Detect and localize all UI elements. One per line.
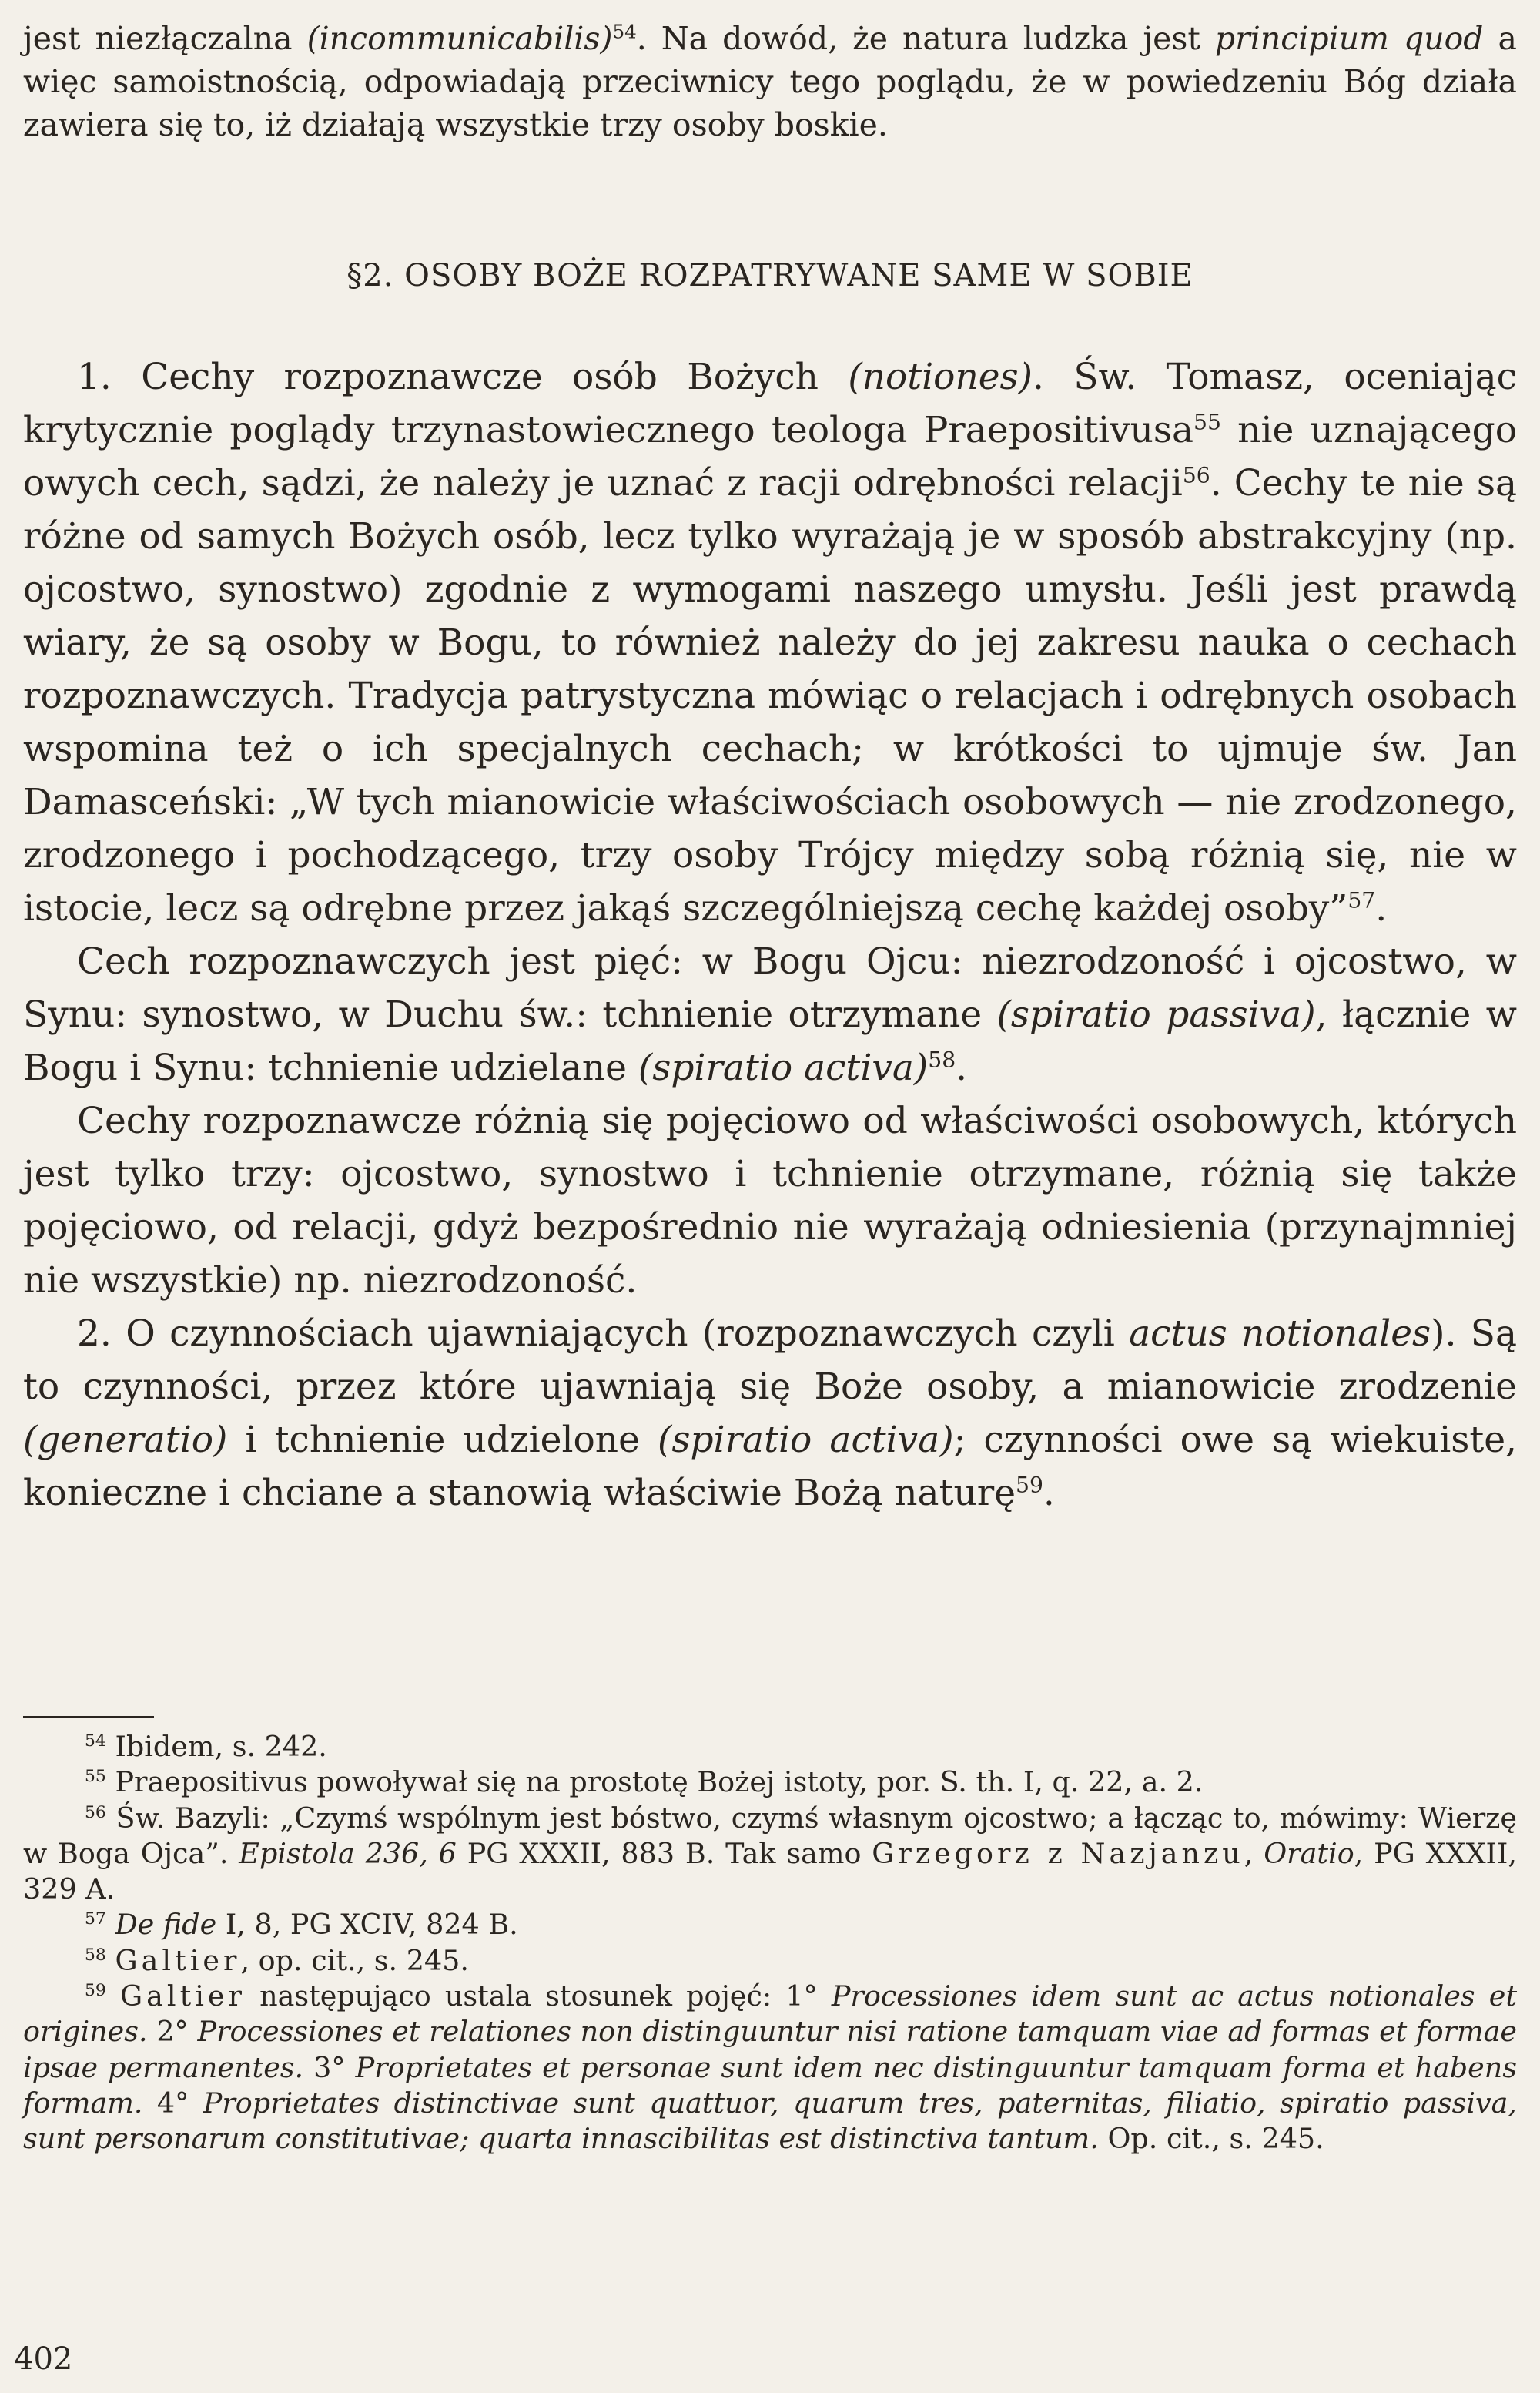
- text: .: [1043, 1472, 1055, 1514]
- text: 4°: [142, 2086, 203, 2120]
- latin-term: Processiones et relationes non distinguuntur nisi ratione tamquam viae ad formas et formae ipsae permanentes.: [23, 2015, 1517, 2084]
- text: Cech rozpoznawczych jest pięć: w Bogu Ojcu: niezrodzoność i ojcostwo, w Synu: synostwo, w Duchu św.: tchnienie otrzymane: [23, 940, 1517, 1036]
- latin-term: Oratio: [1264, 1836, 1354, 1870]
- text: . Św. Tomasz, oceniając krytycznie poglądy trzynastowiecznego teologa Praepositivusa: [23, 356, 1517, 451]
- text: a więc samoistnością, odpowiadają przeciwnicy tego poglądu, że w powiedzeniu Bóg działa zawiera się to, iż działają wszystkie trzy osoby boskie.: [23, 20, 1518, 143]
- carryover-paragraph: [23, 17, 1517, 146]
- latin-term: (incommunicabilis): [306, 20, 613, 57]
- footnote-number: 56: [85, 1802, 106, 1822]
- text: .: [1375, 887, 1388, 930]
- paragraph-4: [23, 1307, 1517, 1520]
- latin-term: (generatio): [23, 1419, 228, 1461]
- section-title: §2. OSOBY BOŻE ROZPATRYWANE SAME W SOBIE: [346, 258, 1194, 293]
- footnote-57: [23, 1907, 1517, 1942]
- latin-term: (spiratio activa): [658, 1419, 954, 1461]
- footnote-ref: 57: [1348, 887, 1376, 913]
- text: ). Są to czynności, przez które ujawniają się Boże osoby, a mianowicie zrodzenie: [23, 1312, 1517, 1408]
- footnote-number: 59: [85, 1980, 106, 2000]
- text: PG XXXII, 883 B. Tak samo: [456, 1836, 872, 1870]
- text: 2. O czynnościach ujawniających (rozpoznawczych czyli: [77, 1312, 1130, 1355]
- latin-term: Proprietates et personae sunt idem nec distinguuntur tamquam forma et habens formam.: [23, 2050, 1517, 2120]
- text: Praepositivus powoływał się na prostotę Bożej istoty, por. S. th. I, q. 22, a. 2.: [115, 1765, 1204, 1799]
- text: 2°: [147, 2015, 198, 2049]
- footnote-55: [23, 1765, 1517, 1800]
- footnote-number: 58: [85, 1945, 106, 1965]
- text: następująco ustala stosunek pojęć: 1°: [245, 1979, 832, 2013]
- footnote-separator: [23, 1716, 154, 1718]
- text: , op. cit., s. 245.: [240, 1943, 469, 1977]
- footnote-ref: 56: [1182, 462, 1210, 488]
- footnote-number: 54: [85, 1731, 106, 1751]
- paragraph-3: [23, 1094, 1517, 1307]
- text: 1. Cechy rozpoznawcze osób Bożych: [77, 356, 849, 398]
- latin-term: (spiratio passiva): [996, 994, 1316, 1036]
- text: Op. cit., s. 245.: [1098, 2122, 1324, 2156]
- footnote-number: 55: [85, 1767, 106, 1787]
- text: , PG XXXII, 329 A.: [23, 1836, 1517, 1906]
- latin-term: (spiratio activa): [638, 1047, 929, 1089]
- author-name: Galtier: [115, 1943, 241, 1977]
- author-name: Grzegorz z Nazjanzu: [872, 1836, 1244, 1870]
- text: .: [956, 1047, 968, 1089]
- footnote-54: [23, 1729, 1517, 1765]
- main-text: [23, 350, 1517, 1520]
- footnote-59: [23, 1979, 1517, 2157]
- text: Św. Bazyli: „Czymś wspólnym jest bóstwo, czymś własnym ojcostwo; a łącząc to, mówimy: Wierzę w Boga Ojca”.: [23, 1801, 1517, 1870]
- text: . Na dowód, że natura ludzka jest: [636, 20, 1215, 57]
- text: nie uznającego owych cech, sądzi, że należy je uznać z racji odrębności relacji: [23, 409, 1517, 504]
- text: Ibidem, s. 242.: [115, 1730, 327, 1763]
- footnote-58: [23, 1943, 1517, 1979]
- footnotes: [23, 1729, 1517, 2157]
- latin-term: actus notionales: [1129, 1312, 1431, 1355]
- text: 3°: [303, 2050, 356, 2084]
- text: ,: [1244, 1836, 1264, 1870]
- text: Cechy rozpoznawcze różnią się pojęciowo od właściwości osobowych, których jest tylko trzy: ojcostwo, synostwo i tchnienie otrzymane, różnią się także pojęciowo, od relacji, gdyż bezpośrednio nie wyrażają odniesienia (przynajmniej nie wszystkie) np. niezrodzoność.: [23, 1100, 1517, 1302]
- footnote-ref: 58: [928, 1047, 956, 1073]
- latin-term: (notiones): [848, 356, 1033, 398]
- text: . Cechy te nie są różne od samych Bożych osób, lecz tylko wyrażają je w sposób abstrakcyjny (np. ojcostwo, synostwo) zgodnie z wymogami naszego umysłu. Jeśli jest prawdą wiary, że są osoby w Bogu, to również należy do jej zakresu nauka o cechach rozpoznawczych. Tradycja patrystyczna mówiąc o relacjach i odrębnych osobach wspomina też o ich specjalnych cechach; w krótkości to ujmuje św. Jan Damasceński: „W tych mianowicie właściwościach osobowych — nie zrodzonego, zrodzonego i pochodzącego, trzy osoby Trójcy między sobą różnią się, nie w istocie, lecz są odrębne przez jakąś szczególniejszą cechę każdej osoby”: [23, 462, 1517, 930]
- text: jest niezłączalna: [23, 20, 307, 57]
- text: , łącznie w Bogu i Synu: tchnienie udzielane: [23, 994, 1517, 1089]
- text: i tchnienie udzielone: [227, 1419, 658, 1461]
- text: ; czynności owe są wiekuiste, konieczne i chciane a stanowią właściwie Bożą naturę: [23, 1419, 1517, 1514]
- footnote-ref: 59: [1016, 1472, 1043, 1498]
- author-name: Galtier: [120, 1979, 246, 2013]
- paragraph-1: [23, 350, 1517, 935]
- footnote-ref: 55: [1194, 409, 1221, 435]
- latin-term: principium quod: [1214, 20, 1484, 57]
- paragraph-2: [23, 935, 1517, 1094]
- latin-term: De fide: [115, 1908, 217, 1942]
- latin-term: Processiones idem sunt ac actus notionales et origines.: [23, 1979, 1517, 2049]
- latin-term: Epistola 236, 6: [239, 1836, 457, 1870]
- text: I, 8, PG XCIV, 824 B.: [216, 1908, 518, 1942]
- page-number: 402: [14, 2341, 73, 2377]
- latin-term: Proprietates distinctivae sunt quattuor, quarum tres, paternitas, filiatio, spiratio passiva, sunt personarum constitutivae; quarta innascibilitas est distinctiva tantum.: [23, 2086, 1517, 2156]
- footnote-ref: 54: [612, 20, 637, 43]
- footnote-number: 57: [85, 1909, 106, 1929]
- footnote-56: [23, 1801, 1517, 1908]
